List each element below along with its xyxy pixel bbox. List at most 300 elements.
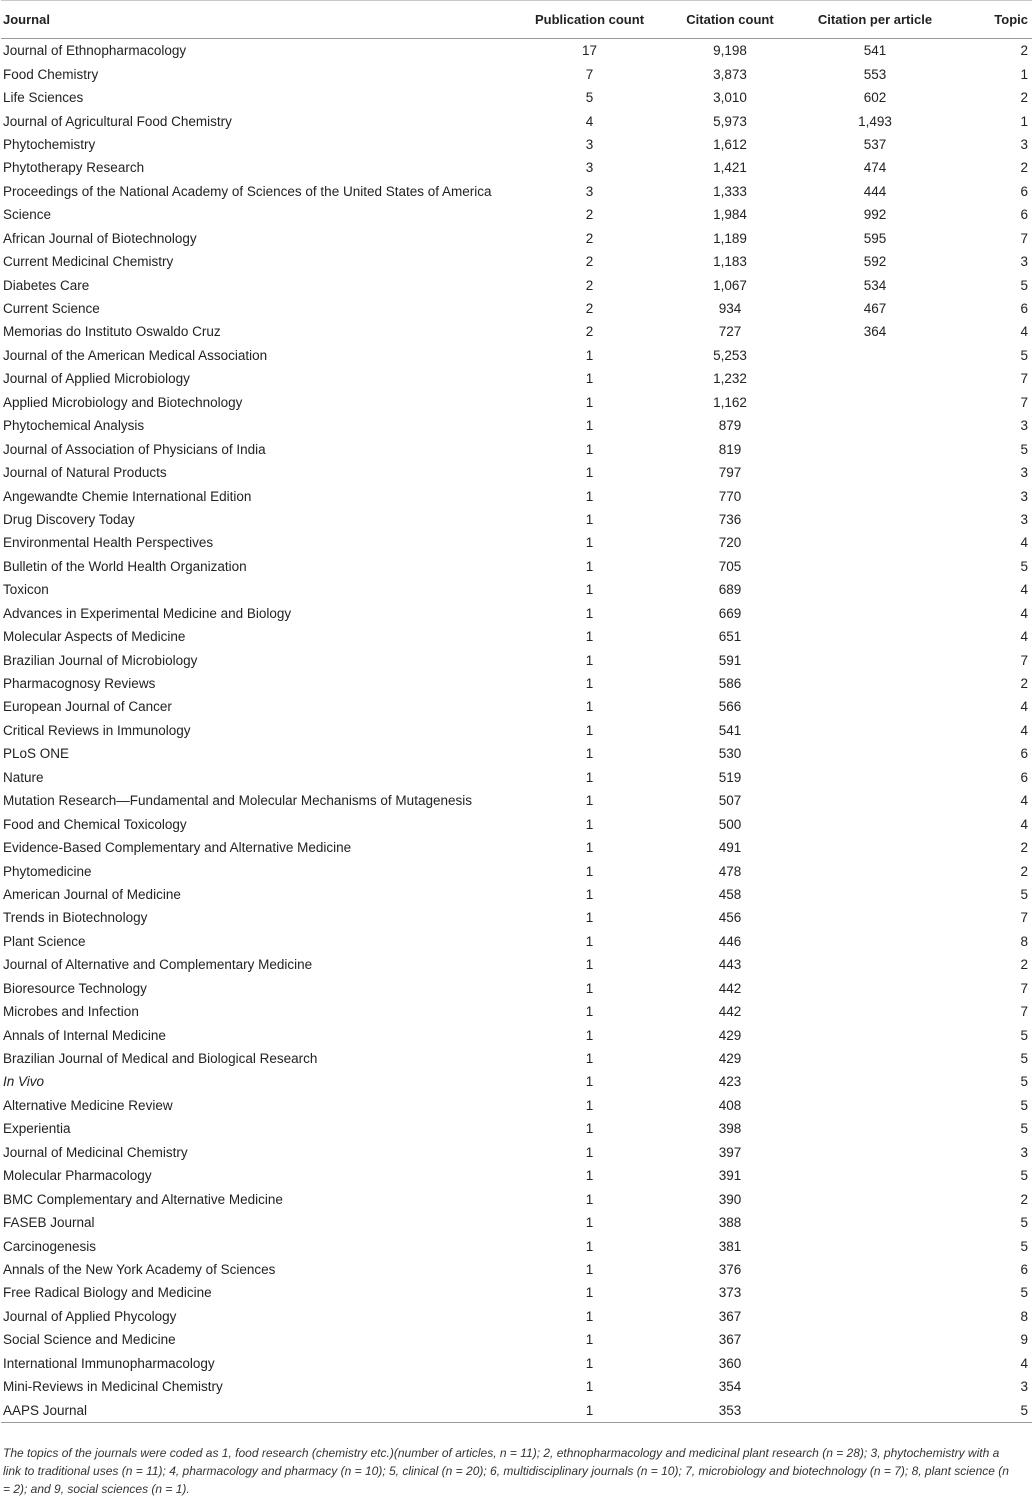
cell-citation-per-article: [795, 1234, 955, 1257]
cell-publication-count: 1: [585, 652, 594, 668]
cell-publication-count: 1: [585, 933, 594, 949]
table-header: [1, 1, 1032, 39]
table-row: [1, 1117, 1032, 1140]
cell-topic: 5: [1020, 1168, 1028, 1184]
cell-citation-per-article: [795, 836, 955, 859]
cell-journal: Journal of Agricultural Food Chemistry: [3, 113, 232, 129]
cell-citation-per-article: [795, 531, 955, 554]
cell-topic: 1: [1020, 66, 1028, 82]
cell-topic: 4: [1020, 582, 1028, 598]
table-body: [1, 39, 1032, 1423]
cell-journal: Mutation Research—Fundamental and Molecular Mechanisms of Mutagenesis: [3, 793, 472, 809]
cell-publication-count: 1: [585, 699, 594, 715]
table-row: [1, 1023, 1032, 1046]
cell-citation-per-article: 364: [863, 324, 887, 340]
cell-journal: Brazilian Journal of Medical and Biological Research: [3, 1051, 318, 1067]
cell-publication-count: 1: [585, 1261, 594, 1277]
cell-publication-count: 1: [585, 793, 594, 809]
cell-topic: 3: [1020, 465, 1028, 481]
cell-topic: 3: [1020, 488, 1028, 504]
cell-citation-per-article: [795, 578, 955, 601]
cell-publication-count: 1: [585, 371, 594, 387]
cell-citation-count: 3,873: [713, 66, 747, 82]
cell-citation-per-article: [795, 1117, 955, 1140]
cell-topic: 2: [1020, 863, 1028, 879]
cell-publication-count: 1: [585, 1215, 594, 1231]
table-row: [1, 203, 1032, 226]
cell-citation-per-article: [795, 602, 955, 625]
col-header-journal: Journal: [1, 1, 514, 39]
cell-publication-count: 1: [585, 910, 594, 926]
cell-journal: Phytochemistry: [3, 136, 96, 152]
cell-citation-count: 388: [718, 1215, 742, 1231]
cell-publication-count: 1: [585, 769, 594, 785]
table-row: [1, 531, 1032, 554]
cell-topic: 2: [1020, 43, 1028, 59]
table-row: [1, 156, 1032, 179]
cell-citation-per-article: [795, 344, 955, 367]
cell-publication-count: 1: [585, 1027, 594, 1043]
table-row: [1, 1328, 1032, 1351]
cell-topic: 3: [1020, 1379, 1028, 1395]
cell-topic: 4: [1020, 793, 1028, 809]
table-row: [1, 1211, 1032, 1234]
cell-topic: 7: [1020, 230, 1028, 246]
cell-journal: PLoS ONE: [3, 746, 70, 762]
cell-journal: Current Medicinal Chemistry: [3, 254, 174, 270]
cell-topic: 6: [1020, 207, 1028, 223]
cell-citation-per-article: [795, 508, 955, 531]
cell-topic: 5: [1020, 1051, 1028, 1067]
cell-citation-count: 541: [718, 722, 742, 738]
table-row: [1, 1094, 1032, 1117]
table-row: [1, 695, 1032, 718]
cell-topic: 7: [1020, 980, 1028, 996]
cell-journal: Carcinogenesis: [3, 1238, 97, 1254]
cell-publication-count: 1: [585, 488, 594, 504]
cell-publication-count: 1: [585, 1004, 594, 1020]
cell-journal: Science: [3, 207, 52, 223]
cell-journal: European Journal of Cancer: [3, 699, 172, 715]
cell-citation-per-article: [795, 812, 955, 835]
cell-journal: Drug Discovery Today: [3, 511, 135, 527]
cell-publication-count: 1: [585, 746, 594, 762]
cell-topic: 9: [1020, 1332, 1028, 1348]
cell-citation-count: 797: [718, 465, 742, 481]
cell-citation-per-article: 602: [863, 90, 887, 106]
cell-citation-count: 429: [718, 1027, 742, 1043]
cell-citation-count: 934: [718, 301, 742, 317]
cell-citation-count: 442: [718, 1004, 742, 1020]
cell-publication-count: 1: [585, 535, 594, 551]
cell-citation-per-article: [795, 484, 955, 507]
cell-topic: 7: [1020, 394, 1028, 410]
table-row: [1, 578, 1032, 601]
cell-topic: 5: [1020, 1238, 1028, 1254]
cell-citation-count: 500: [718, 816, 742, 832]
cell-citation-per-article: [795, 1164, 955, 1187]
table-row: [1, 414, 1032, 437]
table-row: [1, 437, 1032, 460]
table-row: [1, 859, 1032, 882]
cell-citation-count: 819: [718, 441, 742, 457]
cell-publication-count: 1: [585, 1144, 594, 1160]
cell-citation-per-article: [795, 719, 955, 742]
cell-citation-per-article: 444: [863, 183, 887, 199]
table-row: [1, 461, 1032, 484]
table-row: [1, 766, 1032, 789]
cell-citation-count: 354: [718, 1379, 742, 1395]
table-row: [1, 273, 1032, 296]
cell-topic: 2: [1020, 676, 1028, 692]
cell-citation-per-article: [795, 1094, 955, 1117]
cell-journal: Journal of Applied Phycology: [3, 1308, 177, 1324]
cell-topic: 5: [1020, 1121, 1028, 1137]
cell-publication-count: 2: [585, 277, 594, 293]
cell-publication-count: 1: [585, 722, 594, 738]
cell-journal: Nature: [3, 769, 44, 785]
cell-publication-count: 2: [585, 301, 594, 317]
cell-topic: 7: [1020, 1004, 1028, 1020]
cell-citation-count: 442: [718, 980, 742, 996]
cell-journal: Molecular Pharmacology: [3, 1168, 152, 1184]
cell-citation-count: 530: [718, 746, 742, 762]
cell-journal: Applied Microbiology and Biotechnology: [3, 394, 243, 410]
cell-citation-per-article: [795, 1047, 955, 1070]
cell-publication-count: 1: [585, 886, 594, 902]
cell-publication-count: 1: [585, 980, 594, 996]
cell-citation-per-article: [795, 461, 955, 484]
cell-topic: 5: [955, 1398, 1032, 1422]
cell-journal: Annals of Internal Medicine: [3, 1027, 166, 1043]
cell-citation-count: 689: [718, 582, 742, 598]
cell-journal: FASEB Journal: [3, 1215, 95, 1231]
cell-journal: Free Radical Biology and Medicine: [3, 1285, 212, 1301]
cell-citation-count: 397: [718, 1144, 742, 1160]
table-row: [1, 1141, 1032, 1164]
cell-topic: 6: [1020, 746, 1028, 762]
cell-publication-count: 1: [585, 1191, 594, 1207]
cell-citation-per-article: [795, 414, 955, 437]
cell-journal: Critical Reviews in Immunology: [3, 722, 191, 738]
table-row: [1, 625, 1032, 648]
cell-citation-count: 491: [718, 840, 742, 856]
cell-journal: Bulletin of the World Health Organization: [3, 558, 247, 574]
cell-citation-count: 519: [718, 769, 742, 785]
cell-citation-per-article: 534: [863, 277, 887, 293]
cell-citation-per-article: [795, 1258, 955, 1281]
cell-citation-per-article: 595: [863, 230, 887, 246]
cell-citation-count: 720: [718, 535, 742, 551]
cell-journal: BMC Complementary and Alternative Medicine: [3, 1191, 283, 1207]
table-row: [1, 391, 1032, 414]
cell-citation-per-article: 553: [863, 66, 887, 82]
cell-publication-count: 1: [585, 676, 594, 692]
cell-citation-count: 1,189: [713, 230, 747, 246]
cell-journal: Bioresource Technology: [3, 980, 147, 996]
table-row: [1, 109, 1032, 132]
cell-topic: 2: [1020, 90, 1028, 106]
cell-citation-per-article: [795, 906, 955, 929]
cell-citation-per-article: [795, 367, 955, 390]
cell-publication-count: 1: [585, 441, 594, 457]
cell-citation-count: 736: [718, 511, 742, 527]
cell-citation-per-article: [795, 859, 955, 882]
table-row: [1, 344, 1032, 367]
table-row: [1, 484, 1032, 507]
cell-journal: Advances in Experimental Medicine and Biology: [3, 605, 292, 621]
table-row: [1, 953, 1032, 976]
cell-publication-count: 3: [585, 160, 594, 176]
cell-journal: American Journal of Medicine: [3, 886, 181, 902]
cell-citation-count: 705: [718, 558, 742, 574]
cell-publication-count: 1: [585, 863, 594, 879]
cell-topic: 3: [1020, 136, 1028, 152]
table-row: [1, 719, 1032, 742]
cell-publication-count: 1: [585, 1097, 594, 1113]
cell-journal: Angewandte Chemie International Edition: [3, 488, 252, 504]
table-row: [1, 906, 1032, 929]
table-row: [1, 930, 1032, 953]
cell-publication-count: 1: [585, 1285, 594, 1301]
cell-citation-count: 456: [718, 910, 742, 926]
cell-journal: Phytochemical Analysis: [3, 418, 145, 434]
cell-citation-per-article: [795, 930, 955, 953]
cell-topic: 4: [1020, 629, 1028, 645]
cell-citation-count: 507: [718, 793, 742, 809]
table-row: [1, 1352, 1032, 1375]
cell-topic: 5: [1020, 1097, 1028, 1113]
cell-topic: 2: [1020, 957, 1028, 973]
cell-topic: 5: [1020, 886, 1028, 902]
cell-journal: Brazilian Journal of Microbiology: [3, 652, 198, 668]
cell-citation-count: 408: [718, 1097, 742, 1113]
cell-topic: 2: [1020, 840, 1028, 856]
table-row: [1, 1187, 1032, 1210]
cell-topic: 5: [1020, 1027, 1028, 1043]
cell-citation-count: 390: [718, 1191, 742, 1207]
cell-publication-count: 1: [585, 816, 594, 832]
cell-journal: Trends in Biotechnology: [3, 910, 148, 926]
cell-publication-count: 1: [585, 605, 594, 621]
table-row: [1, 508, 1032, 531]
cell-publication-count: 4: [585, 113, 594, 129]
cell-publication-count: 2: [585, 207, 594, 223]
cell-citation-per-article: [795, 766, 955, 789]
cell-citation-count: 1,333: [713, 183, 747, 199]
cell-publication-count: 1: [585, 511, 594, 527]
cell-journal: African Journal of Biotechnology: [3, 230, 197, 246]
cell-publication-count: 1: [585, 1332, 594, 1348]
cell-publication-count: 3: [585, 136, 594, 152]
cell-topic: 4: [1020, 535, 1028, 551]
table-row: [1, 812, 1032, 835]
cell-topic: 8: [1020, 1308, 1028, 1324]
cell-journal: Alternative Medicine Review: [3, 1097, 173, 1113]
cell-journal: Microbes and Infection: [3, 1004, 139, 1020]
cell-journal: Toxicon: [3, 582, 49, 598]
header-row: [1, 1, 1032, 39]
cell-citation-count: 443: [718, 957, 742, 973]
cell-citation-count: 9,198: [713, 43, 747, 59]
cell-publication-count: 2: [585, 254, 594, 270]
cell-citation-count: 1,067: [713, 277, 747, 293]
cell-journal: Food and Chemical Toxicology: [3, 816, 187, 832]
table-row: [1, 62, 1032, 85]
table-row: [1, 297, 1032, 320]
cell-citation-count: 5,253: [713, 347, 747, 363]
cell-citation-per-article: [795, 1281, 955, 1304]
cell-topic: 2: [1020, 160, 1028, 176]
table-row: [1, 1070, 1032, 1093]
table-row: [1, 1258, 1032, 1281]
cell-topic: 3: [1020, 254, 1028, 270]
cell-topic: 3: [1020, 1144, 1028, 1160]
col-header-citation-count: Citation count: [665, 1, 795, 39]
cell-publication-count: 5: [585, 90, 594, 106]
table-row: [1, 672, 1032, 695]
table-row: [1, 86, 1032, 109]
cell-publication-count: 1: [585, 840, 594, 856]
cell-topic: 4: [1020, 722, 1028, 738]
cell-citation-per-article: [795, 1211, 955, 1234]
cell-journal: Journal of the American Medical Association: [3, 347, 268, 363]
cell-journal: Phytotherapy Research: [3, 160, 145, 176]
cell-citation-per-article: [795, 391, 955, 414]
cell-publication-count: 1: [585, 394, 594, 410]
table-row: [1, 1281, 1032, 1304]
table-row: [1, 1375, 1032, 1398]
cell-topic: 5: [1020, 441, 1028, 457]
table-row: [1, 250, 1032, 273]
table-row: [1, 1047, 1032, 1070]
cell-citation-count: 367: [718, 1332, 742, 1348]
cell-citation-count: 727: [718, 324, 742, 340]
cell-citation-per-article: 467: [863, 301, 887, 317]
table-row: [1, 742, 1032, 765]
cell-publication-count: 1: [585, 629, 594, 645]
cell-citation-count: 879: [718, 418, 742, 434]
cell-publication-count: 1: [585, 1238, 594, 1254]
cell-journal: Pharmacognosy Reviews: [3, 676, 156, 692]
table-row: [1, 648, 1032, 671]
cell-publication-count: 1: [585, 1121, 594, 1137]
cell-citation-per-article: 537: [863, 136, 887, 152]
cell-journal: International Immunopharmacology: [3, 1355, 215, 1371]
cell-topic: 6: [1020, 1261, 1028, 1277]
cell-citation-per-article: [795, 977, 955, 1000]
cell-publication-count: 1: [585, 465, 594, 481]
cell-citation-per-article: [795, 883, 955, 906]
cell-journal: Social Science and Medicine: [3, 1332, 176, 1348]
cell-topic: 5: [1020, 347, 1028, 363]
cell-topic: 3: [1020, 511, 1028, 527]
table-row: [1, 227, 1032, 250]
cell-citation-count: 1,421: [713, 160, 747, 176]
cell-citation-per-article: [795, 1352, 955, 1375]
table-row: [1, 39, 1032, 63]
table-row: [1, 977, 1032, 1000]
cell-journal: Phytomedicine: [3, 863, 92, 879]
cell-topic: 8: [1020, 933, 1028, 949]
cell-citation-count: 446: [718, 933, 742, 949]
cell-citation-per-article: [795, 1305, 955, 1328]
cell-topic: 1: [1020, 113, 1028, 129]
cell-citation-count: 566: [718, 699, 742, 715]
journal-table: [1, 0, 1032, 1423]
cell-journal: Experientia: [3, 1121, 71, 1137]
cell-topic: 4: [1020, 816, 1028, 832]
cell-citation-per-article: 541: [863, 43, 887, 59]
cell-citation-per-article: [795, 672, 955, 695]
col-header-publication-count: Publication count: [514, 1, 665, 39]
cell-publication-count: 1: [585, 1168, 594, 1184]
cell-journal: Environmental Health Perspectives: [3, 535, 214, 551]
cell-citation-count: 1,162: [713, 394, 747, 410]
cell-citation-count: 381: [718, 1238, 742, 1254]
table-row: [1, 836, 1032, 859]
cell-publication-count: 1: [585, 418, 594, 434]
cell-publication-count: 1: [585, 1074, 594, 1090]
cell-citation-count: 3,010: [713, 90, 747, 106]
cell-citation-per-article: [795, 742, 955, 765]
table-row: [1, 1000, 1032, 1023]
cell-topic: 5: [1020, 277, 1028, 293]
cell-journal: Journal of Ethnopharmacology: [3, 43, 187, 59]
cell-topic: 5: [1020, 1215, 1028, 1231]
cell-citation-count: 591: [718, 652, 742, 668]
cell-citation-count: 478: [718, 863, 742, 879]
cell-citation-per-article: [795, 437, 955, 460]
cell-citation-per-article: 1,493: [858, 113, 892, 129]
cell-journal: Journal of Natural Products: [3, 465, 167, 481]
cell-topic: 3: [1020, 418, 1028, 434]
cell-citation-per-article: [795, 789, 955, 812]
cell-topic: 7: [1020, 910, 1028, 926]
cell-publication-count: 7: [585, 66, 594, 82]
cell-citation-count: 5,973: [713, 113, 747, 129]
cell-publication-count: 1: [585, 582, 594, 598]
cell-publication-count: 2: [585, 230, 594, 246]
cell-journal: Journal of Medicinal Chemistry: [3, 1144, 188, 1160]
cell-citation-count: 429: [718, 1051, 742, 1067]
cell-journal: Molecular Aspects of Medicine: [3, 629, 186, 645]
cell-topic: 5: [1020, 1285, 1028, 1301]
cell-journal: Proceedings of the National Academy of Sciences of the United States of America: [3, 183, 492, 199]
cell-topic: 6: [1020, 183, 1028, 199]
cell-journal: Memorias do Instituto Oswaldo Cruz: [3, 324, 221, 340]
cell-journal: AAPS Journal: [1, 1398, 514, 1422]
cell-publication-count: 1: [585, 558, 594, 574]
cell-citation-count: 770: [718, 488, 742, 504]
cell-citation-count: 373: [718, 1285, 742, 1301]
cell-citation-per-article: [795, 1023, 955, 1046]
cell-citation-count: 1,232: [713, 371, 747, 387]
cell-citation-count: 586: [718, 676, 742, 692]
cell-citation-per-article: 474: [863, 160, 887, 176]
cell-topic: 5: [1020, 558, 1028, 574]
cell-journal: Journal of Applied Microbiology: [3, 371, 190, 387]
cell-topic: 6: [1020, 769, 1028, 785]
cell-citation-count: 1,612: [713, 136, 747, 152]
cell-journal: Life Sciences: [3, 90, 84, 106]
cell-topic: 4: [1020, 324, 1028, 340]
cell-citation-count: 669: [718, 605, 742, 621]
table-row: [1, 1164, 1032, 1187]
cell-journal: Diabetes Care: [3, 277, 90, 293]
cell-topic: 5: [1020, 1074, 1028, 1090]
cell-citation-per-article: [795, 953, 955, 976]
